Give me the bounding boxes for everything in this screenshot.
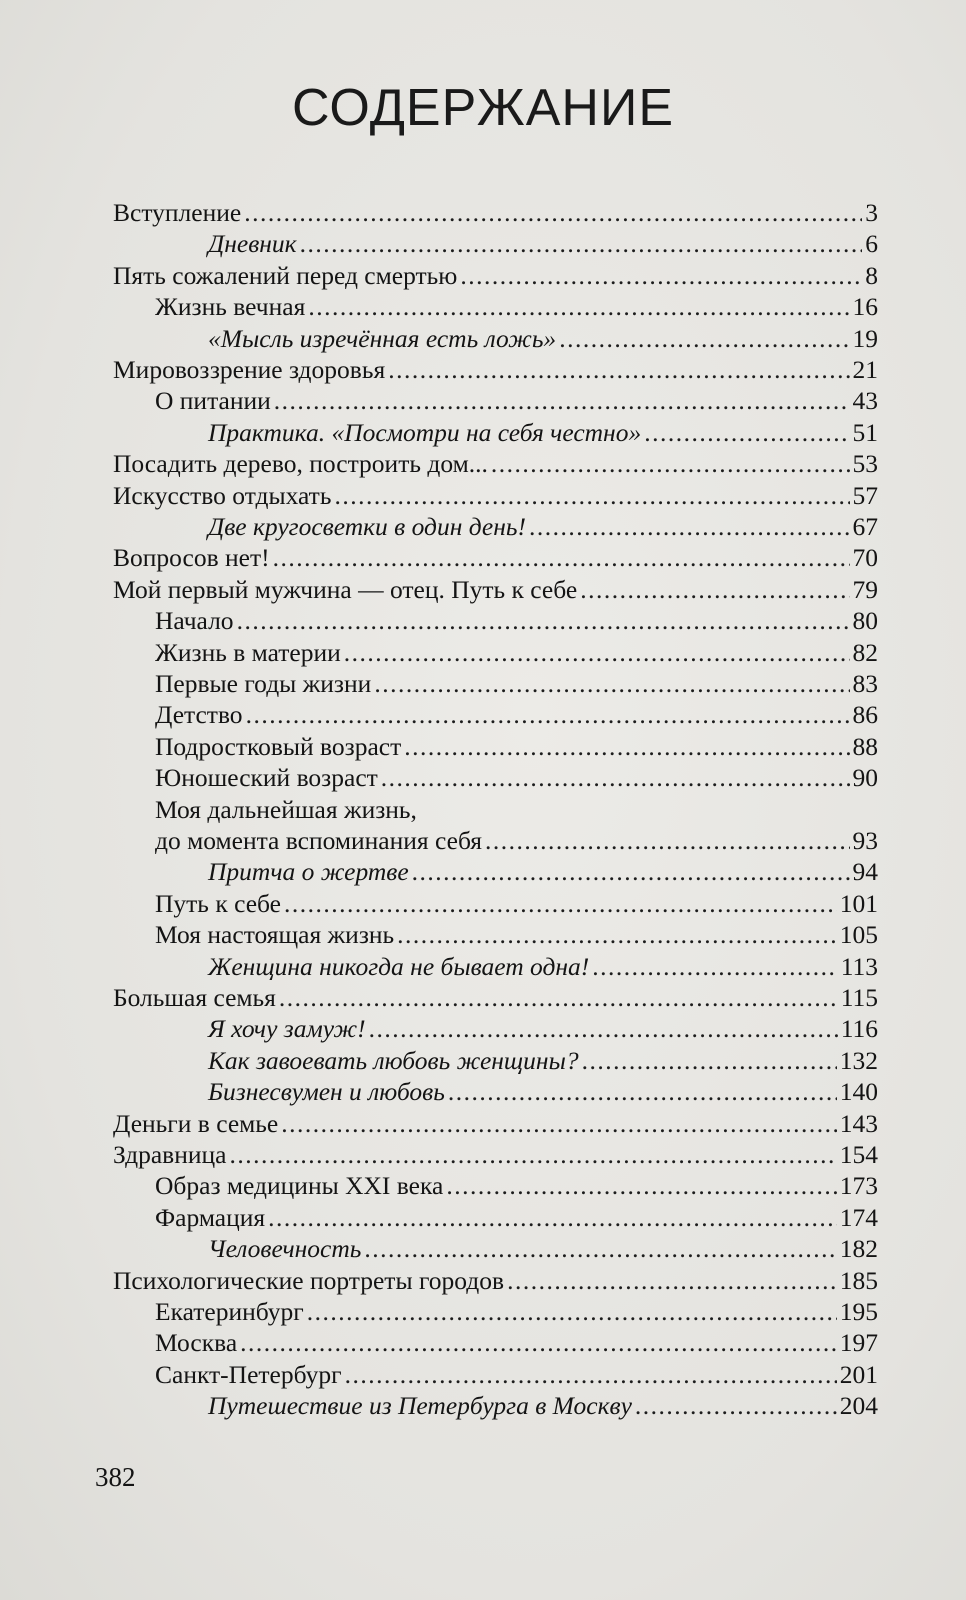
toc-entry-page: 197 — [839, 1328, 878, 1358]
toc-entry-page: 88 — [852, 731, 878, 761]
toc-entry-label: Искусство отдыхать — [113, 480, 332, 510]
toc-entry[interactable] — [113, 198, 878, 228]
toc-entry-label: Как завоевать любовь женщины? — [208, 1045, 579, 1075]
toc-entry[interactable] — [208, 857, 878, 887]
toc-leader-dots — [580, 575, 849, 605]
toc-leader-dots — [404, 732, 849, 762]
toc-leader-dots — [529, 512, 850, 542]
toc-leader-dots — [344, 638, 850, 668]
toc-entry-page: 143 — [839, 1108, 878, 1138]
toc-leader-dots — [460, 261, 862, 291]
toc-entry[interactable] — [208, 1046, 878, 1076]
toc-entry[interactable] — [155, 889, 878, 919]
toc-entry-page: 174 — [839, 1202, 878, 1232]
toc-entry-label: Психологические портреты городов — [113, 1265, 505, 1295]
toc-entry-page: 154 — [839, 1140, 878, 1169]
toc-entry-label: до момента вспоминания себя — [155, 826, 483, 855]
toc-entry-page: 16 — [852, 292, 878, 322]
toc-leader-dots — [635, 1391, 837, 1421]
toc-leader-dots — [381, 763, 850, 793]
toc-entry-page: 21 — [852, 355, 878, 384]
toc-entry[interactable] — [208, 229, 878, 259]
toc-leader-dots — [644, 418, 849, 448]
toc-entry-page: 86 — [852, 700, 878, 730]
toc-entry[interactable] — [208, 512, 878, 542]
toc-leader-dots — [334, 481, 849, 511]
toc-entry-label-line1: Моя дальнейшая жизнь, — [155, 794, 417, 824]
toc-entry[interactable] — [155, 1328, 878, 1358]
toc-leader-dots — [237, 606, 850, 636]
toc-entry[interactable] — [155, 732, 878, 762]
toc-entry[interactable] — [113, 355, 878, 385]
toc-entry-label: Санкт-Петербург — [155, 1359, 342, 1389]
toc-entry-label: «Мысль изречённая есть ложь» — [208, 323, 557, 353]
toc-entry-page: 6 — [865, 229, 878, 259]
toc-entry[interactable] — [155, 1203, 878, 1233]
toc-entry-label: Притча о жертве — [208, 857, 409, 887]
toc-entry-label: Здравница — [113, 1140, 227, 1169]
toc-leader-dots — [307, 1297, 837, 1327]
toc-entry[interactable] — [155, 386, 878, 416]
toc-entry-page: 79 — [852, 574, 878, 604]
toc-leader-dots — [507, 1266, 837, 1296]
toc-entry[interactable] — [113, 1140, 878, 1170]
toc-entry-page: 67 — [852, 512, 878, 541]
toc-entry-page: 80 — [852, 606, 878, 636]
toc-entry[interactable] — [155, 763, 878, 793]
toc-entry-label: Фармация — [155, 1202, 266, 1232]
toc-leader-dots — [308, 292, 849, 322]
toc-entry-label: Бизнесвумен и любовь — [208, 1077, 445, 1107]
toc-leader-dots — [273, 543, 850, 573]
toc-entry[interactable] — [155, 920, 878, 950]
toc-entry-page: 3 — [865, 198, 878, 227]
toc-leader-dots — [446, 1171, 836, 1201]
toc-entry-page: 70 — [852, 543, 878, 573]
toc-entry-label: Пять сожалений перед смертью — [113, 260, 458, 290]
toc-leader-dots — [374, 669, 849, 699]
toc-entry-page: 53 — [852, 449, 878, 479]
toc-entry[interactable] — [208, 952, 878, 982]
toc-entry-label: Дневник — [208, 229, 297, 259]
toc-leader-dots — [582, 1046, 837, 1076]
toc-entry[interactable] — [113, 543, 878, 573]
toc-entry-label: Москва — [155, 1328, 238, 1358]
toc-entry-label: Моя настоящая жизнь — [155, 920, 395, 950]
toc-entry-label: Практика. «Посмотри на себя честно» — [208, 417, 642, 447]
toc-entry-page: 201 — [839, 1359, 878, 1389]
toc-entry-label: Посадить дерево, построить дом... — [113, 449, 488, 479]
toc-entry[interactable] — [113, 983, 878, 1013]
toc-entry[interactable] — [208, 324, 878, 354]
toc-entry-page: 185 — [839, 1265, 878, 1295]
toc-entry-label: Вступление — [113, 198, 242, 227]
toc-entry[interactable] — [155, 826, 878, 856]
toc-entry-page: 105 — [839, 920, 878, 950]
toc-leader-dots — [281, 1109, 837, 1139]
toc-leader-dots — [388, 355, 849, 385]
toc-leader-dots — [592, 952, 837, 982]
toc-entry[interactable] — [155, 1360, 878, 1390]
toc-entry-page: 101 — [839, 888, 878, 918]
toc-leader-dots — [274, 386, 850, 416]
toc-entry-page: 93 — [852, 826, 878, 855]
toc-entry-page: 90 — [852, 763, 878, 793]
toc-entry-page: 113 — [840, 951, 878, 981]
toc-entry[interactable] — [113, 449, 878, 479]
toc-entry-label: Образ медицины XXI века — [155, 1171, 444, 1201]
toc-leader-dots — [412, 857, 850, 887]
toc-leader-dots — [300, 229, 863, 259]
toc-entry-label: Юношеский возраст — [155, 763, 378, 793]
toc-entry-page: 94 — [852, 857, 878, 887]
toc-leader-dots — [246, 700, 850, 730]
toc-entry-label: Начало — [155, 606, 234, 636]
toc-entry-label: Подростковый возраст — [155, 731, 402, 761]
toc-entry-label: О питании — [155, 386, 271, 416]
toc-entry-page: 82 — [852, 637, 878, 667]
toc-entry[interactable] — [208, 1234, 878, 1264]
toc-leader-dots — [397, 920, 837, 950]
toc-entry[interactable] — [113, 1266, 878, 1296]
toc-entry-page: 140 — [839, 1077, 878, 1107]
toc-entry-label: Деньги в семье — [113, 1108, 279, 1138]
toc-entry[interactable] — [113, 1109, 878, 1139]
toc-entry-page: 132 — [839, 1045, 878, 1075]
toc-entry-label: Путь к себе — [155, 888, 281, 918]
page-title: СОДЕРЖАНИЕ — [291, 79, 675, 137]
toc-entry-label: Жизнь вечная — [155, 292, 306, 322]
toc-leader-dots — [268, 1203, 837, 1233]
toc-entry-label: Большая семья — [113, 983, 276, 1012]
toc-entry[interactable] — [113, 261, 878, 291]
toc-entry[interactable] — [155, 606, 878, 636]
toc-leader-dots — [448, 1077, 837, 1107]
toc-entry-label: Детство — [155, 700, 243, 730]
toc-entry-page: 43 — [852, 386, 878, 416]
toc-entry-page: 51 — [852, 417, 878, 447]
toc-entry[interactable] — [113, 481, 878, 511]
toc-entry-label: Путешествие из Петербурга в Москву — [208, 1391, 632, 1421]
toc-entry[interactable] — [155, 700, 878, 730]
toc-entry-label: Женщина никогда не бывает одна! — [208, 951, 590, 981]
toc-entry-label: Мировоззрение здоровья — [113, 355, 386, 384]
toc-entry[interactable] — [155, 669, 878, 699]
toc-entry-label: Первые годы жизни — [155, 669, 372, 698]
toc-entry-label: Мой первый мужчина — отец. Путь к себе — [113, 574, 578, 604]
toc-entry-page: 116 — [840, 1014, 878, 1044]
page-number: 382 — [95, 1462, 136, 1492]
toc-leader-dots — [485, 826, 849, 856]
toc-entry-page: 115 — [840, 983, 878, 1012]
toc-leader-dots — [240, 1328, 837, 1358]
toc-entry-page: 204 — [839, 1391, 878, 1421]
toc-leader-dots — [244, 198, 862, 228]
toc-entry-page: 173 — [839, 1171, 878, 1201]
toc-leader-dots — [491, 449, 850, 479]
toc-entry[interactable] — [155, 292, 878, 322]
toc-entry[interactable] — [208, 418, 878, 448]
toc-entry[interactable] — [155, 1171, 878, 1201]
toc-entry-page: 83 — [852, 669, 878, 698]
toc-leader-dots — [559, 324, 849, 354]
toc-leader-dots — [364, 1234, 836, 1264]
toc-leader-dots — [369, 1014, 838, 1044]
toc-entry[interactable] — [155, 638, 878, 668]
toc-entry[interactable] — [208, 1391, 878, 1421]
toc-entry[interactable] — [113, 575, 878, 605]
toc-entry-label: Я хочу замуж! — [208, 1014, 366, 1044]
toc-leader-dots — [279, 983, 838, 1013]
toc-entry-page: 57 — [852, 480, 878, 510]
toc-entry[interactable] — [208, 1077, 878, 1107]
toc-entry-page: 182 — [839, 1234, 878, 1264]
toc-entry[interactable] — [208, 1014, 878, 1044]
toc-entry-label: Две кругосветки в один день! — [208, 512, 526, 541]
toc-entry-label: Человечность — [208, 1234, 362, 1264]
toc-entry[interactable] — [155, 1297, 878, 1327]
toc-entry-page: 8 — [865, 260, 878, 290]
toc-entry-page: 195 — [839, 1297, 878, 1326]
toc-leader-dots — [284, 889, 837, 919]
toc-entry-label: Вопросов нет! — [113, 543, 270, 573]
toc-leader-dots — [229, 1140, 836, 1170]
toc-leader-dots — [345, 1360, 837, 1390]
toc-entry-label: Жизнь в материи — [155, 637, 341, 667]
toc-entry-label: Екатеринбург — [155, 1297, 304, 1326]
toc-entry-page: 19 — [852, 323, 878, 353]
